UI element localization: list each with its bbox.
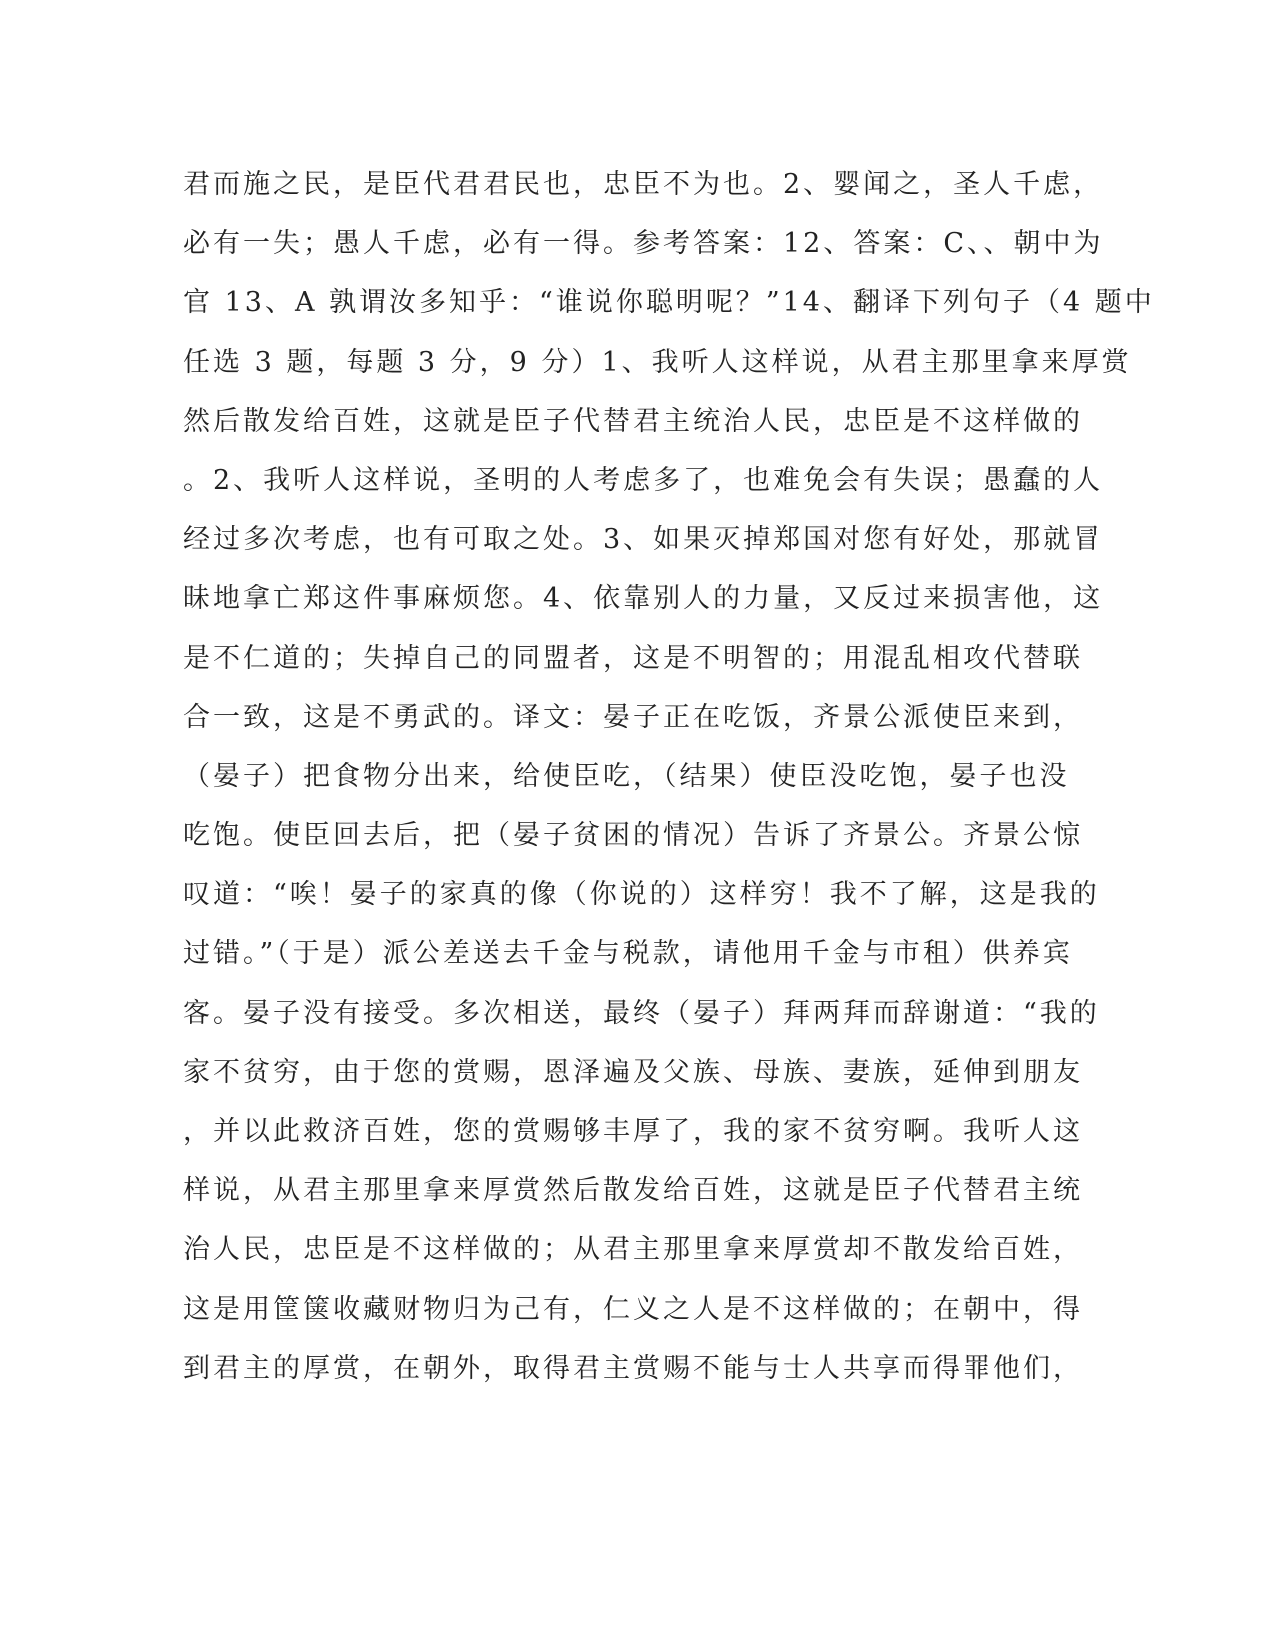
text-line: 经过多次考虑，也有可取之处。3、如果灭掉郑国对您有好处，那就冒 (183, 524, 1104, 556)
text-line: 官 13、A 孰谓汝多知乎：“谁说你聪明呢？”14、翻译下列句子（4 题中 (183, 287, 1155, 319)
text-line: 任选 3 题，每题 3 分，9 分）1、我听人这样说，从君主那里拿来厚赏 (183, 346, 1132, 378)
text-line: 然后散发给百姓，这就是臣子代替君主统治人民，忠臣是不这样做的 (183, 405, 1083, 437)
text-line: （晏子）把食物分出来，给使臣吃，（结果）使臣没吃饱，晏子也没 (183, 760, 1070, 792)
text-line: 到君主的厚赏，在朝外，取得君主赏赐不能与士人共享而得罪他们， (183, 1352, 1083, 1384)
text-line: 过错。”（于是）派公差送去千金与税款，请他用千金与市租）供养宾 (183, 938, 1073, 970)
text-line: 治人民，忠臣是不这样做的；从君主那里拿来厚赏却不散发给百姓， (183, 1234, 1083, 1266)
text-line: 。2、我听人这样说，圣明的人考虑多了，也难免会有失误；愚蠢的人 (183, 464, 1104, 496)
text-line: 这是用筐箧收藏财物归为己有，仁义之人是不这样做的；在朝中，得 (183, 1293, 1083, 1325)
text-line: 合一致，这是不勇武的。译文：晏子正在吃饭，齐景公派使臣来到， (183, 701, 1083, 733)
text-line: ，并以此救济百姓，您的赏赐够丰厚了，我的家不贫穷啊。我听人这 (183, 1116, 1083, 1147)
text-line: 吃饱。使臣回去后，把（晏子贫困的情况）告诉了齐景公。齐景公惊 (183, 820, 1083, 852)
text-line: 君而施之民，是臣代君君民也，忠臣不为也。2、婴闻之，圣人千虑， (183, 169, 1104, 200)
text-line: 昧地拿亡郑这件事麻烦您。4、依靠别人的力量，又反过来损害他，这 (183, 583, 1104, 615)
text-line: 是不仁道的；失掉自己的同盟者，这是不明智的；用混乱相攻代替联 (183, 642, 1083, 674)
text-line: 客。晏子没有接受。多次相送，最终（晏子）拜两拜而辞谢道：“我的 (183, 997, 1100, 1029)
text-line: 必有一失；愚人千虑，必有一得。参考答案：12、答案：C、、朝中为 (183, 228, 1104, 260)
body-text (183, 155, 1155, 1398)
text-line: 样说，从君主那里拿来厚赏然后散发给百姓，这就是臣子代替君主统 (183, 1175, 1083, 1207)
text-line: 叹道：“唉！晏子的家真的像（你说的）这样穷！我不了解，这是我的 (183, 879, 1100, 911)
text-line: 家不贫穷，由于您的赏赐，恩泽遍及父族、母族、妻族，延伸到朋友 (183, 1056, 1083, 1088)
